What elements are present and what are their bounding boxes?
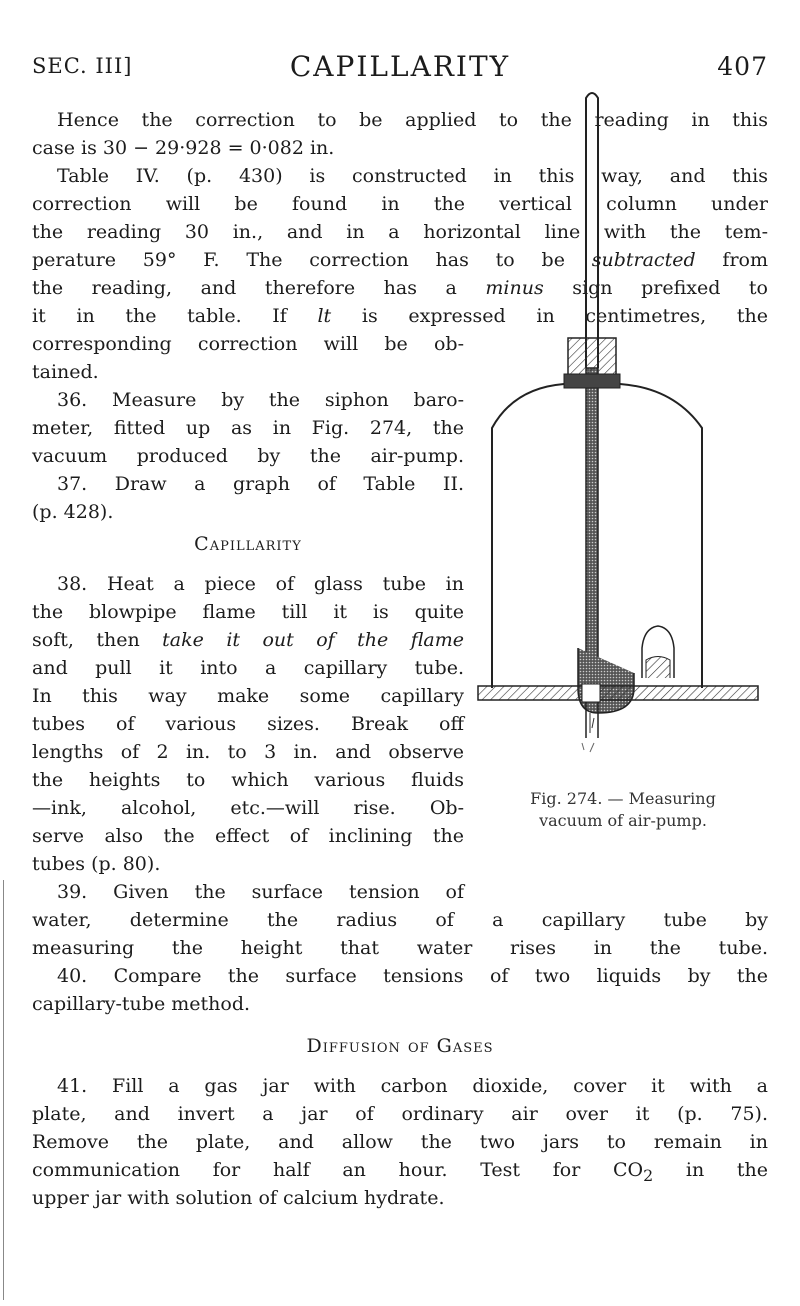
subscript: 2	[643, 1165, 654, 1185]
text-line: meter, fitted up as in Fig. 274, the	[32, 417, 464, 439]
text-span: soft, then	[32, 629, 163, 651]
text-line: the blowpipe flame till it is quite	[32, 601, 464, 623]
text-line: 36. Measure by the siphon baro-	[57, 389, 464, 411]
text-line: capillary-tube method.	[32, 993, 251, 1015]
text-line: lengths of 2 in. to 3 in. and observe	[32, 741, 464, 763]
text-line: In this way make some capillary	[32, 685, 464, 707]
siphon-barometer-illustration	[474, 88, 774, 778]
text-span: from	[695, 249, 768, 271]
italic-span: lt	[317, 305, 332, 327]
section-heading: Capillarity	[194, 533, 302, 555]
text-span: it in the table. If	[32, 305, 318, 327]
text-span: is expressed in centimetres, the	[331, 305, 768, 327]
text-line: case is 30 − 29·928 = 0·082 in.	[32, 137, 335, 159]
text-line: 40. Compare the surface tensions of two liquids by the	[57, 965, 768, 987]
text-line: 37. Draw a graph of Table II.	[57, 473, 464, 495]
text-line: serve also the effect of inclining the	[32, 825, 464, 847]
siphon-barometer-figure	[474, 88, 774, 778]
text-line: plate, and invert a jar of ordinary air over it (p. 75).	[32, 1103, 768, 1125]
text-line: correction will be found in the vertical column under	[32, 193, 768, 215]
caption-line: Fig. 274. — Measuring	[530, 789, 716, 808]
italic-span: subtracted	[591, 249, 696, 271]
text-line: (p. 428).	[32, 501, 114, 523]
italic-span: take it out of the flame	[162, 629, 464, 651]
text-line	[32, 626, 464, 654]
caption-line: vacuum of air-pump.	[539, 811, 707, 830]
text-line: tubes of various sizes. Break off	[32, 713, 464, 735]
text-span: communication for half an hour. Test for CO	[32, 1159, 644, 1181]
text-line: the heights to which various fluids	[32, 769, 464, 791]
text-span: perature 59° F. The correction has to be	[32, 249, 592, 271]
text-line: and pull it into a capillary tube.	[32, 657, 464, 679]
italic-span: minus	[485, 277, 544, 299]
text-span: sign prefixed to	[543, 277, 768, 299]
text-line: measuring the height that water rises in the tube.	[32, 937, 768, 959]
text-span: the reading, and therefore has a	[32, 277, 486, 299]
text-line: upper jar with solution of calcium hydrate.	[32, 1187, 445, 1209]
text-line: Remove the plate, and allow the two jars to remain in	[32, 1131, 768, 1153]
text-line: tubes (p. 80).	[32, 853, 161, 875]
section-heading: Diffusion of Gases	[306, 1035, 494, 1057]
text-line: water, determine the radius of a capillary tube by	[32, 909, 768, 931]
running-header	[32, 50, 768, 90]
text-line: corresponding correction will be ob-	[32, 333, 464, 355]
text-line: Hence the correction to be applied to the reading in this	[57, 109, 768, 131]
section-label: SEC. III]	[32, 54, 133, 78]
page-title: CAPILLARITY	[289, 50, 511, 83]
text-line: vacuum produced by the air-pump.	[32, 445, 464, 467]
text-span: in the	[653, 1159, 769, 1181]
text-line: 41. Fill a gas jar with carbon dioxide, cover it with a	[57, 1075, 768, 1097]
text-line: 38. Heat a piece of glass tube in	[57, 573, 464, 595]
text-line	[32, 1156, 768, 1184]
page-edge-shadow	[3, 880, 4, 1300]
figure-caption	[468, 788, 778, 832]
text-line: tained.	[32, 361, 99, 383]
text-line: the reading 30 in., and in a horizontal line with the tem-	[32, 221, 768, 243]
text-line: 39. Given the surface tension of	[57, 881, 464, 903]
text-line: Table IV. (p. 430) is constructed in this way, and this	[57, 165, 768, 187]
page-number: 407	[717, 52, 768, 81]
text-line: —ink, alcohol, etc.—will rise. Ob-	[32, 797, 464, 819]
